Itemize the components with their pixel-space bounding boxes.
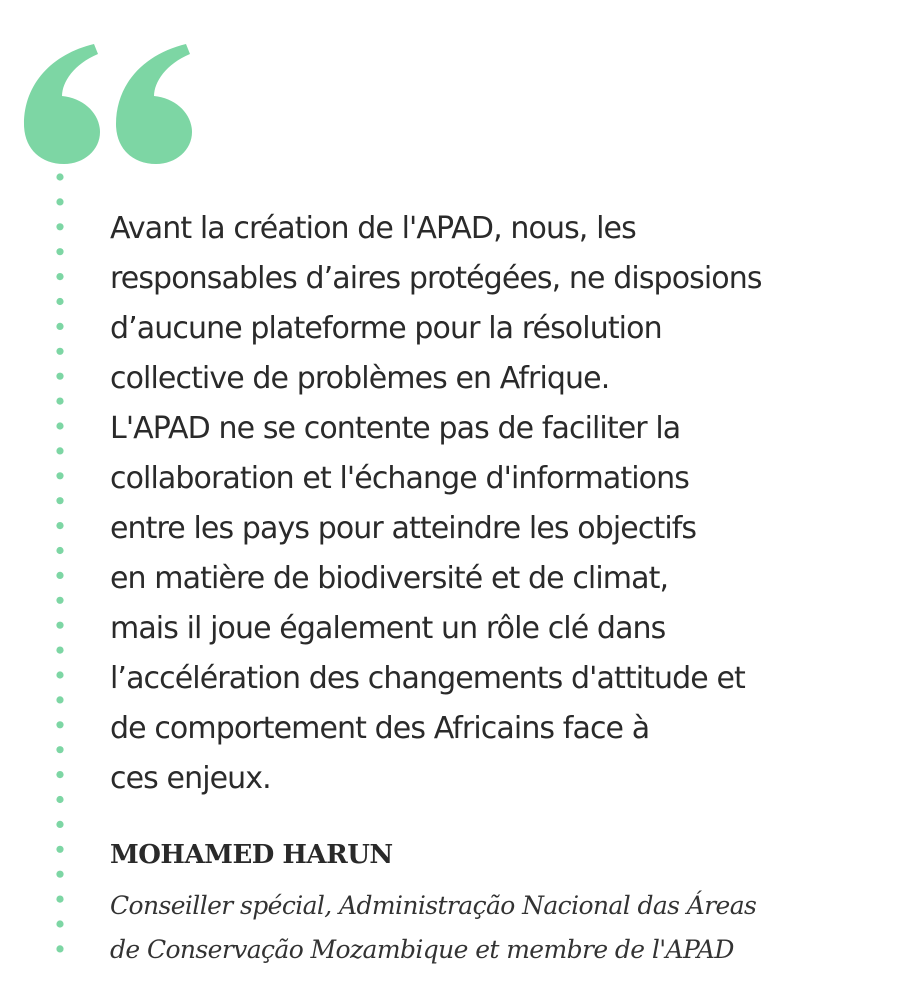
quote-line: Avant la création de l'APAD, nous, les xyxy=(110,211,636,246)
dot xyxy=(56,547,63,554)
quote-line: L'APAD ne se contente pas de faciliter la xyxy=(110,411,681,446)
dot xyxy=(56,273,63,280)
quote-line: ces enjeux. xyxy=(110,761,271,796)
dot xyxy=(56,447,63,454)
dot xyxy=(56,746,63,753)
dot xyxy=(56,497,63,504)
dot xyxy=(56,821,63,828)
author-role xyxy=(110,884,756,972)
dot xyxy=(56,696,63,703)
quote-line: entre les pays pour atteindre les objectifs xyxy=(110,511,697,546)
dot xyxy=(56,622,63,629)
quote-line: collective de problèmes en Afrique. xyxy=(110,361,610,396)
dot xyxy=(56,522,63,529)
quote-line: responsables d’aires protégées, ne disposions xyxy=(110,261,762,296)
dot xyxy=(56,871,63,878)
dot xyxy=(56,422,63,429)
dot xyxy=(56,721,63,728)
dot xyxy=(56,248,63,255)
dot xyxy=(56,348,63,355)
dot xyxy=(56,920,63,927)
dot xyxy=(56,671,63,678)
author-name: MOHAMED HARUN xyxy=(110,840,393,870)
dot xyxy=(56,896,63,903)
dot xyxy=(56,945,63,952)
dot xyxy=(56,597,63,604)
quote-line: de comportement des Africains face à xyxy=(110,711,650,746)
author-role-line: de Conservação Mozambique et membre de l'APAD xyxy=(110,935,734,964)
quote-line: d’aucune plateforme pour la résolution xyxy=(110,311,662,346)
opening-quote-icon xyxy=(22,40,198,164)
dot xyxy=(56,198,63,205)
dot xyxy=(56,472,63,479)
dot xyxy=(56,572,63,579)
dot xyxy=(56,647,63,654)
dot xyxy=(56,298,63,305)
dot xyxy=(56,373,63,380)
dot xyxy=(56,173,63,180)
dot xyxy=(56,796,63,803)
dot xyxy=(56,398,63,405)
quote-line: mais il joue également un rôle clé dans xyxy=(110,611,666,646)
dot xyxy=(56,846,63,853)
quote-text xyxy=(110,204,910,804)
dot xyxy=(56,223,63,230)
author-role-line: Conseiller spécial, Administração Nacional das Áreas xyxy=(110,891,757,920)
dot xyxy=(56,771,63,778)
dot xyxy=(56,323,63,330)
quote-line: collaboration et l'échange d'informations xyxy=(110,461,689,496)
quote-line: l’accélération des changements d'attitude et xyxy=(110,661,745,696)
dotted-vertical-rule xyxy=(55,172,65,962)
quote-line: en matière de biodiversité et de climat, xyxy=(110,561,669,596)
